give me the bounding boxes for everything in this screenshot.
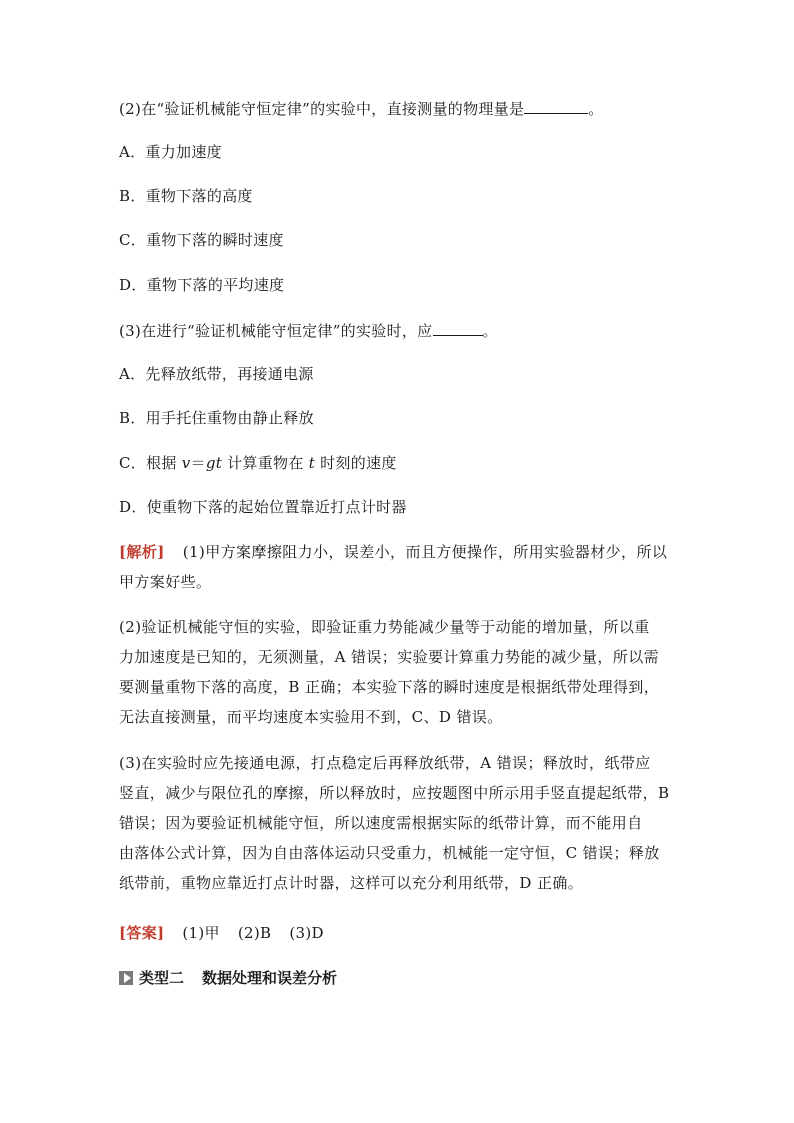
analysis-p3-line4: 由落体公式计算，因为自由落体运动只受重力，机械能一定守恒，C 错误；释放 xyxy=(119,844,660,862)
q2-stem-text: (2)在“验证机械能守恒定律”的实验中，直接测量的物理量是 xyxy=(119,100,525,118)
analysis-p2-line4: 无法直接测量，而平均速度本实验用不到，C、D 错误。 xyxy=(119,708,503,726)
analysis-p2-line1: (2)验证机械能守恒的实验，即验证重力势能减少量等于动能的增加量，所以重 xyxy=(119,618,650,636)
section-label: 类型二 xyxy=(139,969,185,987)
q2-option-b: B．重物下落的高度 xyxy=(119,187,253,205)
q3-option-c-mid: 计算重物在 xyxy=(222,454,309,472)
q2-stem-end: 。 xyxy=(588,100,604,118)
q3-option-a: A．先释放纸带，再接通电源 xyxy=(119,365,314,383)
q3-option-c xyxy=(119,453,397,473)
q3-option-d: D．使重物下落的起始位置靠近打点计时器 xyxy=(119,498,407,516)
q3-option-c-suffix: 时刻的速度 xyxy=(315,454,397,472)
q3-stem-text: (3)在进行“验证机械能守恒定律”的实验时，应 xyxy=(119,322,433,340)
q3-option-c-prefix: C．根据 xyxy=(119,454,182,472)
q3-stem-end: 。 xyxy=(482,322,498,340)
answer-3: (3)D xyxy=(289,924,324,942)
section-title: 数据处理和误差分析 xyxy=(202,969,338,987)
q3-option-b: B．用手托住重物由静止释放 xyxy=(119,409,314,427)
answer-line xyxy=(119,923,324,943)
formula-equals: ＝ xyxy=(190,454,206,472)
analysis-p1-line2: 甲方案好些。 xyxy=(119,573,212,591)
q2-stem xyxy=(119,98,604,119)
answer-1: (1)甲 xyxy=(182,924,220,942)
analysis-p2-line2: 力加速度是已知的，无须测量，A 错误；实验要计算重力势能的减少量，所以需 xyxy=(119,648,660,666)
analysis-p3-line1: (3)在实验时应先接通电源，打点稳定后再释放纸带，A 错误；释放时，纸带应 xyxy=(119,754,651,772)
analysis-tag: [解析] xyxy=(119,543,165,561)
analysis-p3-line3: 错误；因为要验证机械能守恒，所以速度需根据实际的纸带计算，而不能用自 xyxy=(119,814,643,832)
analysis-p3-line5: 纸带前，重物应靠近打点计时器，这样可以充分利用纸带，D 正确。 xyxy=(119,874,584,892)
analysis-p3-line2: 竖直，减少与限位孔的摩擦，所以释放时，应按题图中所示用手竖直提起纸带，B xyxy=(119,784,670,802)
answer-tag: [答案] xyxy=(119,924,165,942)
q3-answer-blank xyxy=(433,320,483,336)
formula-gt: gt xyxy=(205,454,223,472)
formula-v: v xyxy=(181,454,191,472)
q3-stem xyxy=(119,320,498,341)
q2-option-d: D．重物下落的平均速度 xyxy=(119,276,285,294)
analysis-p2-line3: 要测量重物下落的高度，B 正确；本实验下落的瞬时速度是根据纸带处理得到， xyxy=(119,678,660,696)
analysis-p1-text: (1)甲方案摩擦阻力小，误差小，而且方便操作，所用实验器材少，所以 xyxy=(182,543,668,561)
play-triangle-icon xyxy=(119,971,133,985)
formula-t: t xyxy=(308,454,316,472)
answer-2: (2)B xyxy=(237,924,272,942)
q2-answer-blank xyxy=(524,98,588,114)
q2-option-c: C．重物下落的瞬时速度 xyxy=(119,231,284,249)
q2-option-a: A．重力加速度 xyxy=(119,143,222,161)
analysis-p1-line1 xyxy=(119,542,699,562)
section-heading xyxy=(119,968,337,988)
